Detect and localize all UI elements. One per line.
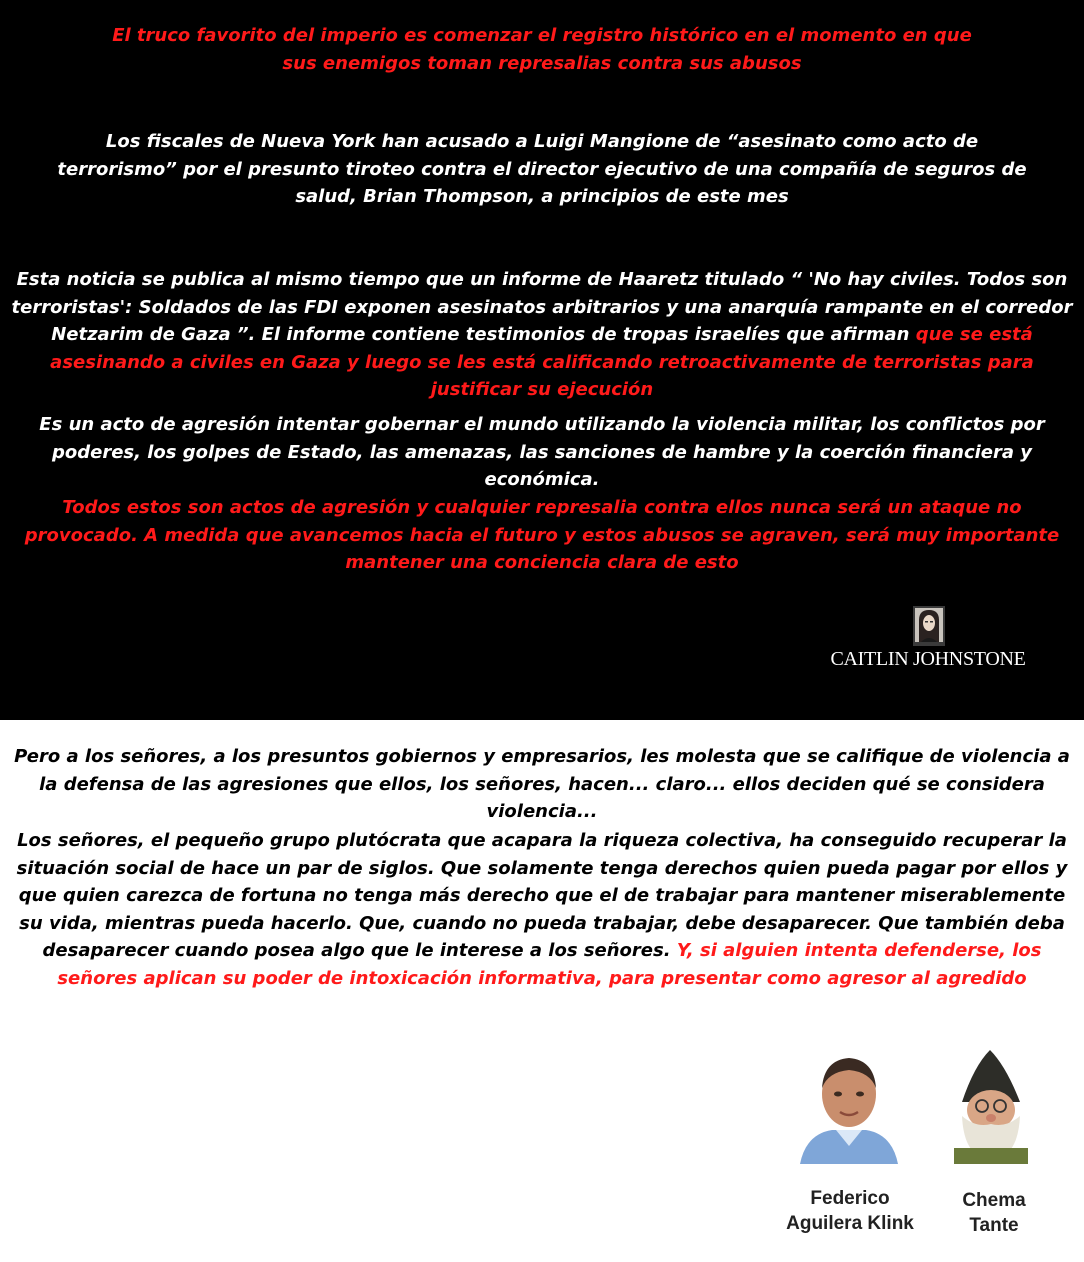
commentary-section <box>0 720 1084 1262</box>
paragraph-mangione: Los fiscales de Nueva York han acusado a Luigi Mangione de “asesinato como acto de terrorismo” por el presunto tiroteo contra el director ejecutivo de una compañía de seguros de salud, Brian Thompson, a principios de este mes <box>57 131 1027 207</box>
paragraph-retaliation: Todos estos son actos de agresión y cualquier represalia contra ellos nunca será un ataque no provocado. A medida que avancemos hacia el futuro y estos abusos se agraven, será muy importante mantener una conciencia clara de esto <box>24 497 1060 573</box>
federico-caption <box>768 1186 932 1236</box>
federico-portrait-icon <box>796 1050 902 1164</box>
federico-last-name: Aguilera Klink <box>786 1213 914 1234</box>
paragraph-aggression: Es un acto de agresión intentar gobernar el mundo utilizando la violencia militar, los conflictos por poderes, los golpes de Estado, las amenazas, las sanciones de hambre y la coerción financiera y económica. <box>39 414 1045 490</box>
author-name: CAITLIN JOHNSTONE <box>830 648 1026 670</box>
commentary-paragraph-2 <box>0 827 1084 992</box>
chema-first-name: Chema <box>962 1190 1026 1211</box>
commentary-paragraph-2-text: Los señores, el pequeño grupo plutócrata que acapara la riqueza colectiva, ha conseguido recuperar la situación social de hace un par de siglos. Que solamente tenga derechos quien pueda pagar por ellos y que quien carezca de fortuna no tenga más derecho que el de trabajar para mantener miserablemente su vida, mientras pueda hacerlo. Que, cuando no pueda trabajar, debe desaparecer. Que también deba desaparecer cuando posea algo que le interese a los señores. <box>16 830 1068 961</box>
commentary-paragraph-2-highlight: Y, si alguien intenta defenderse, los señores aplican su poder de intoxicación informativa, para presentar como agresor al agredido <box>57 940 1042 989</box>
headline: El truco favorito del imperio es comenzar el registro histórico en el momento en que sus enemigos toman represalias contra sus abusos <box>112 25 972 74</box>
chema-caption <box>932 1188 1056 1238</box>
paragraph-haaretz <box>0 266 1084 404</box>
chema-gnome-icon <box>950 1048 1032 1164</box>
paragraph-haaretz-text: Esta noticia se publica al mismo tiempo que un informe de Haaretz titulado “ 'No hay civiles. Todos son terroristas': Soldados de las FDI exponen asesinatos arbitrarios y una anarquía rampante en el corredor Netzarim de Gaza ”. El informe contiene testimonios de tropas israelíes que afirman <box>11 269 1073 345</box>
author-portrait-icon <box>913 606 945 646</box>
paragraph-haaretz-highlight: que se está asesinando a civiles en Gaza y luego se les está calificando retroactivamente de terroristas para justificar su ejecución <box>50 324 1034 400</box>
commentary-paragraph-1: Pero a los señores, a los presuntos gobiernos y empresarios, les molesta que se califique de violencia a la defensa de las agresiones que ellos, los señores, hacen... claro... ellos deciden qué se considera violencia... <box>14 746 1070 822</box>
chema-last-name: Tante <box>969 1215 1019 1236</box>
federico-first-name: Federico <box>810 1188 890 1209</box>
